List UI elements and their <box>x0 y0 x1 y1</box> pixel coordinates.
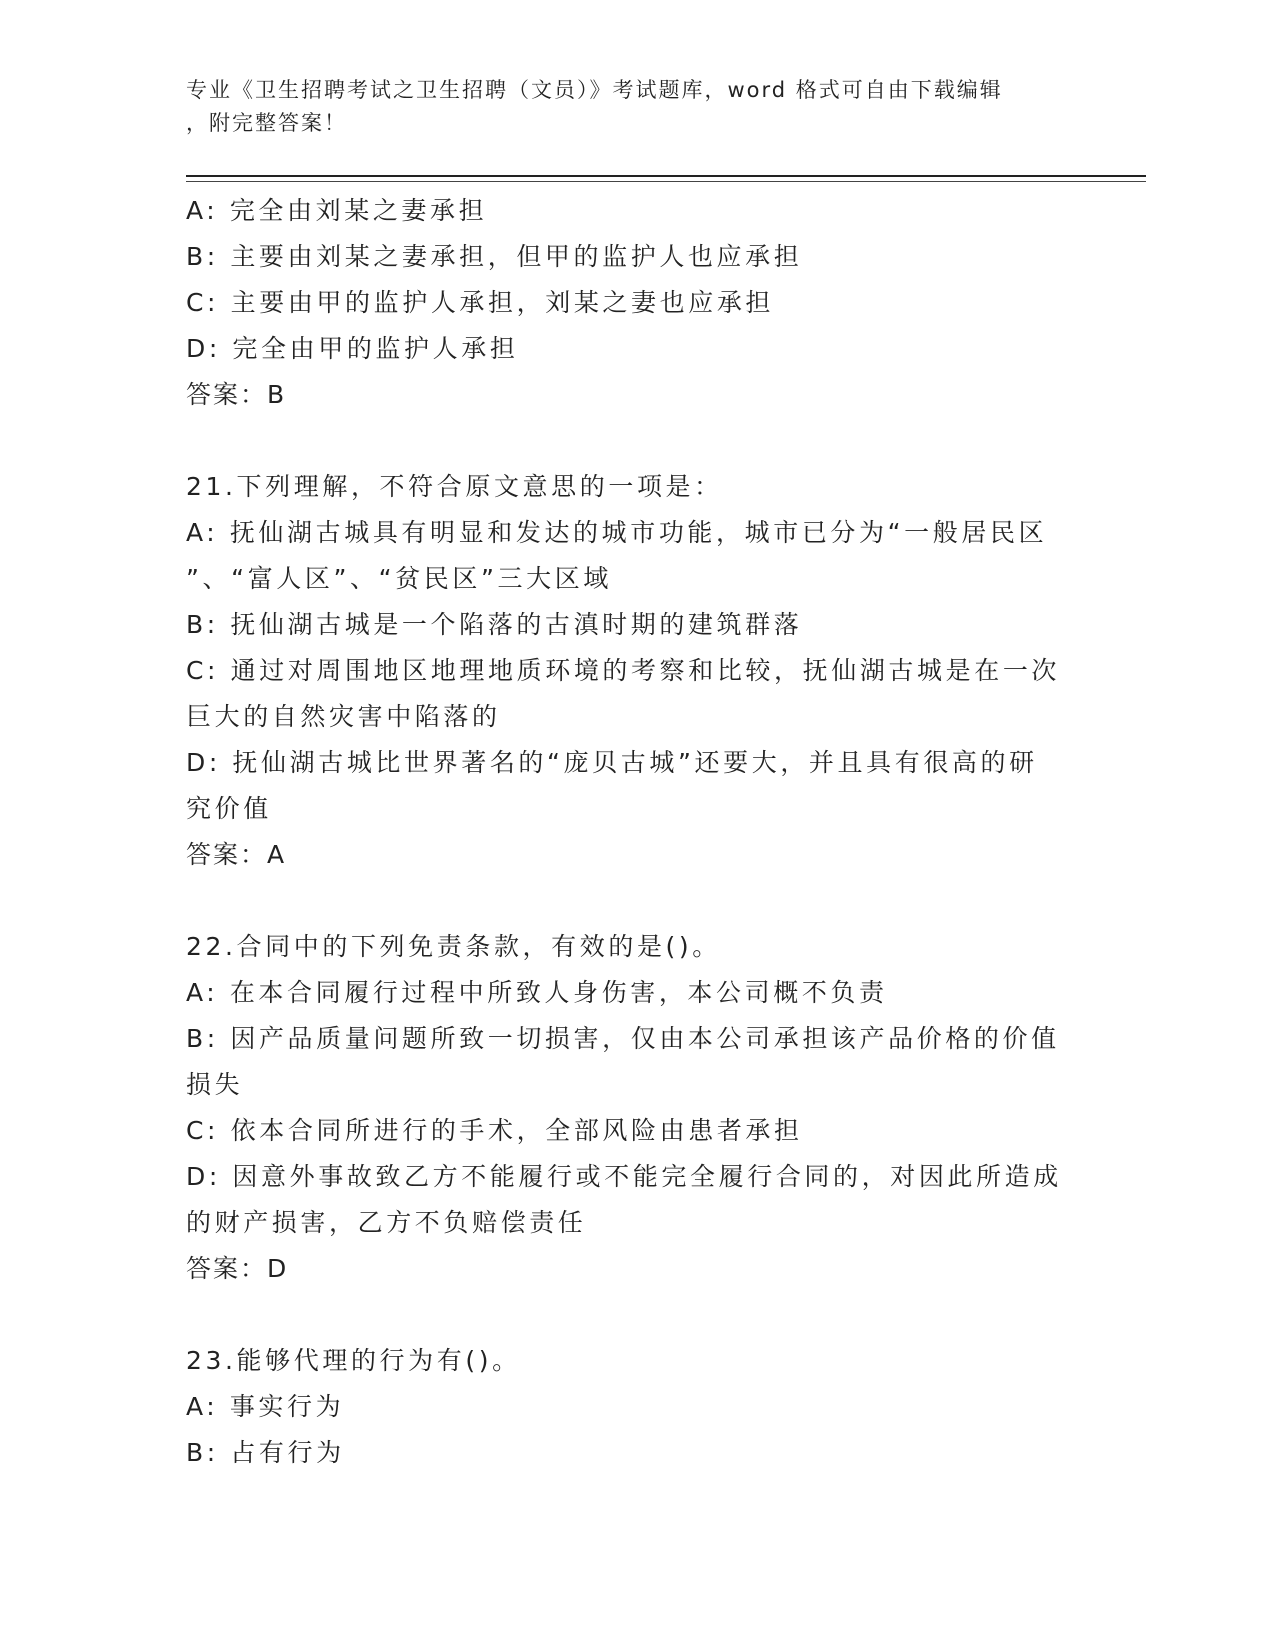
q22-option-c: C: 依本合同所进行的手术，全部风险由患者承担 <box>186 1116 803 1145</box>
document-header <box>186 74 1086 140</box>
question-21 <box>186 464 1086 878</box>
q22-question: 22.合同中的下列免责条款，有效的是()。 <box>186 932 721 961</box>
header-line-1: 专业《卫生招聘考试之卫生招聘（文员）》考试题库，word 格式可自由下载编辑 <box>186 78 1003 102</box>
q21-option-b: B: 抚仙湖古城是一个陷落的古滇时期的建筑群落 <box>186 610 803 639</box>
q20-option-c: C: 主要由甲的监护人承担，刘某之妻也应承担 <box>186 288 775 317</box>
q20-answer: 答案：B <box>186 380 287 409</box>
question-list <box>186 188 1086 1476</box>
q22-option-a: A: 在本合同履行过程中所致人身伤害，本公司概不负责 <box>186 978 888 1007</box>
header-divider-thin <box>186 181 1146 182</box>
question-22 <box>186 924 1086 1292</box>
q22-answer: 答案：D <box>186 1254 289 1283</box>
q21-option-c-line1: C: 通过对周围地区地理地质环境的考察和比较，抚仙湖古城是在一次 <box>186 656 1061 685</box>
q23-question: 23.能够代理的行为有()。 <box>186 1346 521 1375</box>
q20-option-d: D: 完全由甲的监护人承担 <box>186 334 519 363</box>
q21-option-d-line1: D: 抚仙湖古城比世界著名的“庞贝古城”还要大，并且具有很高的研 <box>186 748 1038 777</box>
q20-option-a: A: 完全由刘某之妻承担 <box>186 196 488 225</box>
q21-answer: 答案：A <box>186 840 287 869</box>
header-line-2: ，附完整答案！ <box>186 111 347 135</box>
spacer <box>186 878 1086 924</box>
spacer <box>186 418 1086 464</box>
q21-option-d-line2: 究价值 <box>186 794 272 823</box>
q20-option-b: B: 主要由刘某之妻承担，但甲的监护人也应承担 <box>186 242 803 271</box>
q23-option-b: B: 占有行为 <box>186 1438 345 1467</box>
header-divider-thick <box>186 175 1146 177</box>
q23-option-a: A: 事实行为 <box>186 1392 345 1421</box>
q21-option-a-line1: A: 抚仙湖古城具有明显和发达的城市功能，城市已分为“一般居民区 <box>186 518 1048 547</box>
question-23 <box>186 1338 1086 1476</box>
q21-option-a-line2: ”、“富人区”、“贫民区”三大区域 <box>186 564 612 593</box>
q21-option-c-line2: 巨大的自然灾害中陷落的 <box>186 702 501 731</box>
q22-option-b-line1: B: 因产品质量问题所致一切损害，仅由本公司承担该产品价格的价值 <box>186 1024 1060 1053</box>
q22-option-d-line2: 的财产损害，乙方不负赔偿责任 <box>186 1208 587 1237</box>
spacer <box>186 1292 1086 1338</box>
question-20 <box>186 188 1086 418</box>
q21-question: 21.下列理解，不符合原文意思的一项是： <box>186 472 723 501</box>
q22-option-d-line1: D: 因意外事故致乙方不能履行或不能完全履行合同的，对因此所造成 <box>186 1162 1062 1191</box>
q22-option-b-line2: 损失 <box>186 1070 244 1099</box>
